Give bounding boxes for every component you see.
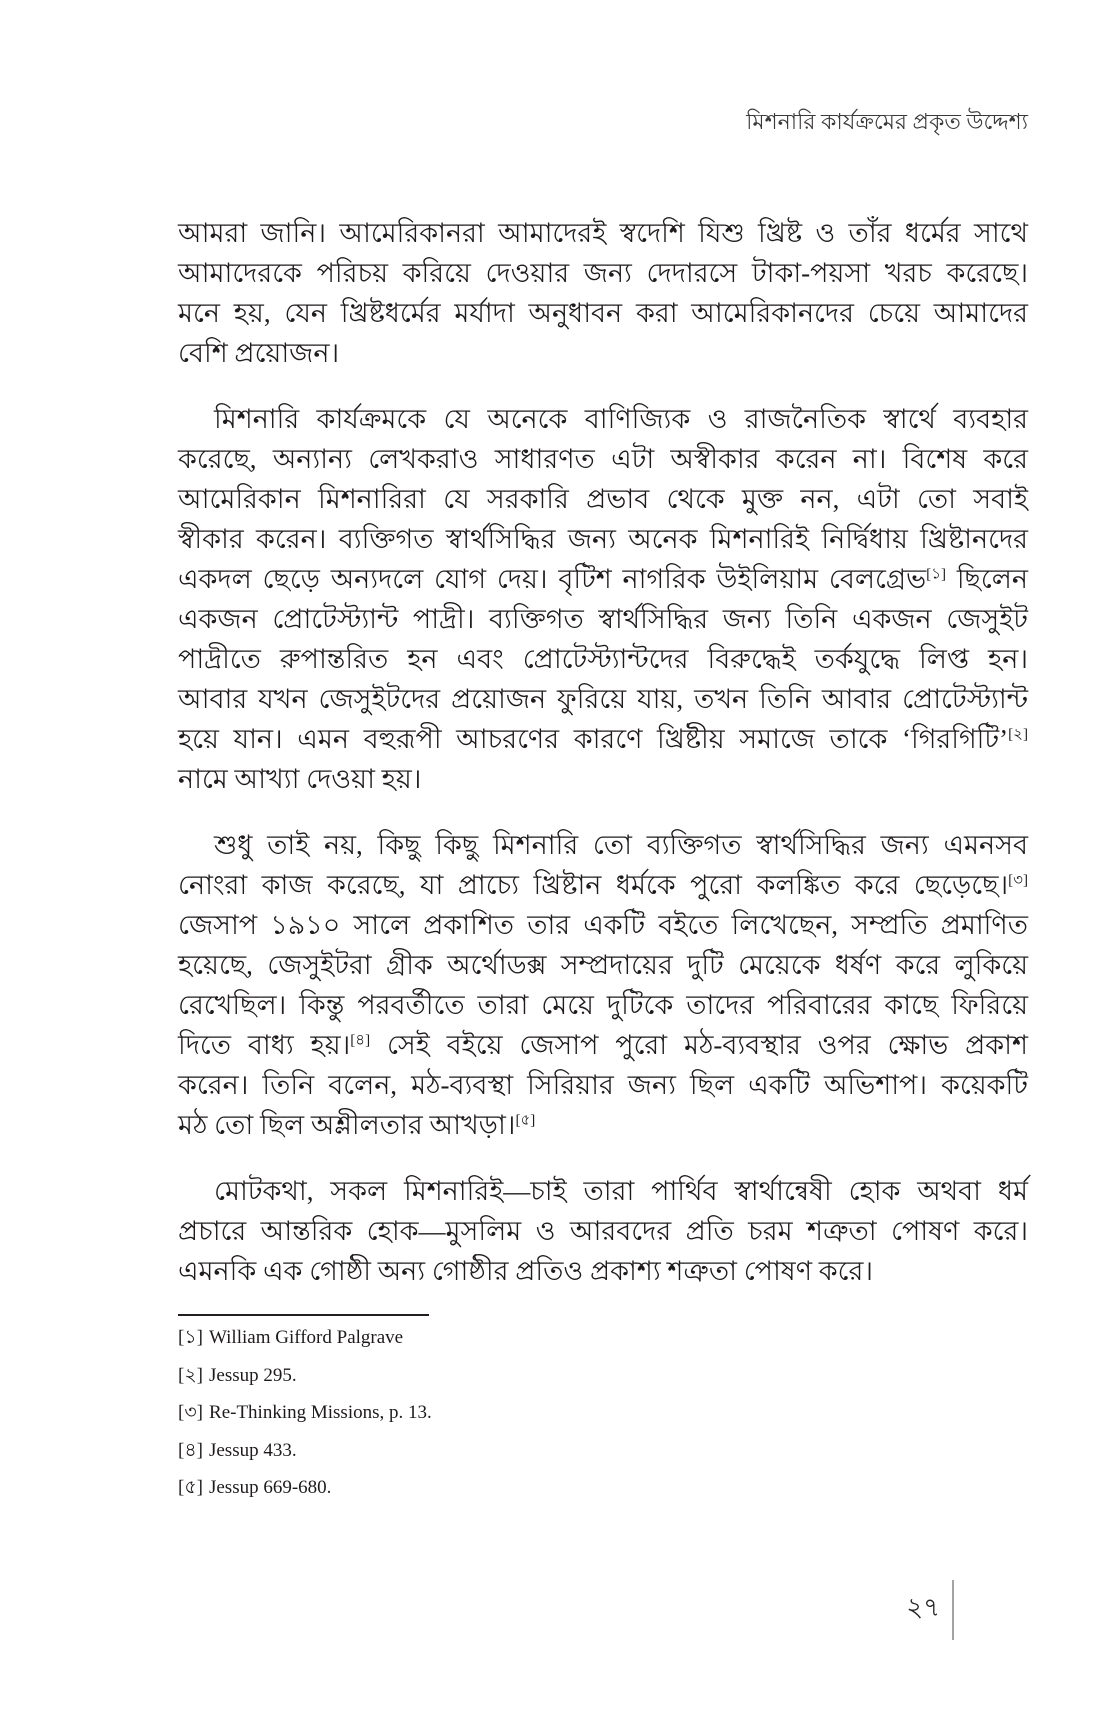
text-line: করেছে, অন্যান্য লেখকরাও সাধারণত এটা অস্বীকার করেন না। বিশেষ করে (178, 444, 1028, 474)
text-line (178, 559, 1028, 599)
footnote-marker: [১] (178, 1327, 203, 1348)
footnote (178, 1394, 1028, 1432)
text-line: আবার যখন জেসুইটদের প্রয়োজন ফুরিয়ে যায়, তখন তিনি আবার প্রোটেস্ট্যান্ট (178, 684, 1028, 714)
footnote-text: Jessup 295. (209, 1364, 297, 1386)
footnote-reference: [৫] (515, 1112, 536, 1129)
line-text: হয়ে যান। এমন বহুরূপী আচরণের কারণে খ্রিষ্টীয় সমাজে তাকে ‘গিরগিটি’ (178, 724, 1009, 754)
footnote-marker: [৩] (178, 1402, 204, 1423)
footnotes (178, 1319, 1028, 1507)
footnote-marker: [৪] (178, 1439, 203, 1461)
paragraph (178, 825, 1028, 1145)
line-text: দিতে বাধ্য হয়। (178, 1030, 351, 1060)
page-number-divider (952, 1580, 954, 1640)
paragraph (178, 399, 1028, 799)
footnote (178, 1319, 1028, 1357)
footnote-reference: [১] (926, 566, 947, 583)
text-line (178, 1025, 1028, 1065)
footnote-divider (178, 1314, 429, 1316)
line-text: নোংরা কাজ করেছে, যা প্রাচ্যে খ্রিষ্টান ধর্মকে পুরো কলঙ্কিত করে ছেড়েছে। (178, 870, 1009, 900)
text-line: মিশনারি কার্যক্রমকে যে অনেকে বাণিজ্যিক ও রাজনৈতিক স্বার্থে ব্যবহার (214, 404, 1028, 434)
text-line: স্বীকার করেন। ব্যক্তিগত স্বার্থসিদ্ধির জন্য অনেক মিশনারিই নির্দ্বিধায় খ্রিষ্টানদের (178, 524, 1028, 554)
footnote (178, 1357, 1028, 1395)
page-number: ২৭ (906, 1593, 940, 1622)
line-text: একদল ছেড়ে অন্যদলে যোগ দেয়। বৃটিশ নাগরিক উইলিয়াম বেলগ্রেভ (178, 564, 927, 594)
footnote-text: William Gifford Palgrave (208, 1327, 404, 1348)
footnote-reference: [৩] (1008, 872, 1028, 889)
footnote-marker: [২] (178, 1364, 204, 1386)
text-line: শুধু তাই নয়, কিছু কিছু মিশনারি তো ব্যক্তিগত স্বার্থসিদ্ধির জন্য এমনসব (214, 830, 1028, 860)
footnote-reference: [২] (1008, 726, 1028, 743)
footnote-marker: [৫] (178, 1477, 203, 1498)
text-line (178, 1105, 1028, 1145)
text-line: করেন। তিনি বলেন, মঠ-ব্যবস্থা সিরিয়ার জন্য ছিল একটি অভিশাপ। কয়েকটি (178, 1070, 1028, 1100)
line-text: সেই বইয়ে জেসাপ পুরো মঠ-ব্যবস্থার ওপর ক্ষোভ প্রকাশ (370, 1030, 1028, 1060)
text-line (178, 719, 1028, 759)
text-line: একজন প্রোটেস্ট্যান্ট পাদ্রী। ব্যক্তিগত স্বার্থসিদ্ধির জন্য তিনি একজন জেসুইট (178, 604, 1028, 634)
text-line: রেখেছিল। কিন্তু পরবর্তীতে তারা মেয়ে দুটিকে তাদের পরিবারের কাছে ফিরিয়ে (178, 990, 1028, 1020)
text-line: মনে হয়, যেন খ্রিষ্টধর্মের মর্যাদা অনুধাবন করা আমেরিকানদের চেয়ে আমাদের (178, 298, 1028, 328)
paragraph (178, 213, 1028, 373)
text-line: জেসাপ ১৯১০ সালে প্রকাশিত তার একটি বইতে লিখেছেন, সম্প্রতি প্রমাণিত (178, 910, 1028, 940)
line-text: মঠ তো ছিল অশ্লীলতার আখড়া। (178, 1110, 516, 1140)
text-line: আমেরিকান মিশনারিরা যে সরকারি প্রভাব থেকে মুক্ত নন, এটা তো সবাই (178, 484, 1028, 514)
line-text: ছিলেন (946, 564, 1029, 594)
footnote-text: Jessup 433. (208, 1439, 297, 1461)
footnote-text: Jessup 669-680. (208, 1477, 332, 1498)
footnote-text: Re-Thinking Missions, p. 13. (209, 1402, 432, 1423)
text-line: মোটকথা, সকল মিশনারিই—চাই তারা পার্থিব স্বার্থান্বেষী হোক অথবা ধর্ম (214, 1176, 1028, 1206)
text-line: হয়েছে, জেসুইটরা গ্রীক অর্থোডক্স সম্প্রদায়ের দুটি মেয়েকে ধর্ষণ করে লুকিয়ে (178, 950, 1028, 980)
text-line: আমাদেরকে পরিচয় করিয়ে দেওয়ার জন্য দেদারসে টাকা-পয়সা খরচ করেছে। (178, 258, 1028, 288)
text-line: বেশি প্রয়োজন। (178, 338, 340, 368)
body-text (178, 213, 1028, 1291)
paragraph (178, 1171, 1028, 1291)
text-line: আমরা জানি। আমেরিকানরা আমাদেরই স্বদেশি যিশু খ্রিষ্ট ও তাঁর ধর্মের সাথে (178, 218, 1028, 248)
footnote (178, 1432, 1028, 1470)
footnote-reference: [৪] (350, 1032, 371, 1049)
text-line: পাদ্রীতে রুপান্তরিত হন এবং প্রোটেস্ট্যান্টদের বিরুদ্ধেই তর্কযুদ্ধে লিপ্ত হন। (178, 644, 1028, 674)
text-line: প্রচারে আন্তরিক হোক—মুসলিম ও আরবদের প্রতি চরম শত্রুতা পোষণ করে। (178, 1216, 1028, 1246)
text-line: নামে আখ্যা দেওয়া হয়। (178, 764, 422, 794)
running-header: মিশনারি কার্যক্রমের প্রকৃত উদ্দেশ্য (746, 109, 1028, 134)
text-line (178, 865, 1028, 905)
footnote (178, 1469, 1028, 1507)
text-line: এমনকি এক গোষ্ঠী অন্য গোষ্ঠীর প্রতিও প্রকাশ্য শত্রুতা পোষণ করে। (178, 1256, 874, 1286)
